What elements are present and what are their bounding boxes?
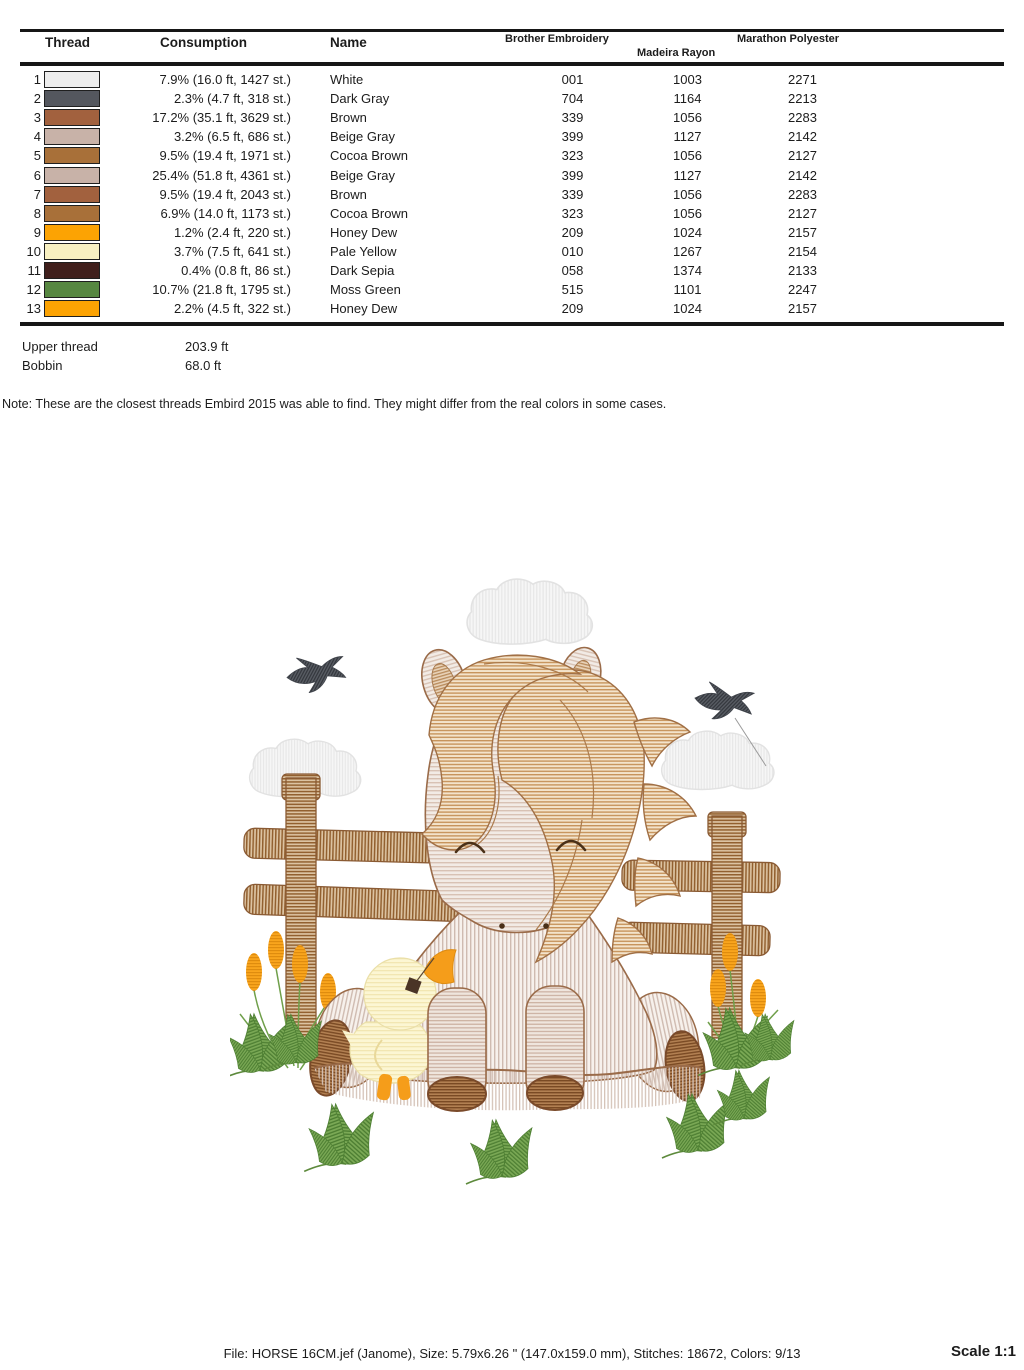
row-number: 6	[33, 167, 41, 183]
column-header-marathon-polyester: Marathon Polyester	[737, 33, 840, 45]
row-madeira-code: 1374	[673, 262, 702, 278]
row-name: Beige Gray	[330, 129, 396, 145]
thread-color-swatch	[44, 224, 100, 241]
thread-color-swatch	[44, 90, 100, 107]
column-header-consumption: Consumption	[160, 35, 247, 50]
row-number: 10	[26, 243, 41, 259]
row-consumption: 9.5% (19.4 ft, 2043 st.)	[159, 186, 291, 202]
row-marathon-code: 2127	[788, 205, 817, 221]
row-marathon-code: 2142	[788, 129, 817, 145]
column-header-brother-embroidery: Brother Embroidery	[505, 33, 609, 45]
upper-thread-label: Upper thread	[22, 339, 98, 354]
bobbin-value: 68.0 ft	[185, 358, 222, 373]
row-name: Pale Yellow	[330, 243, 397, 259]
row-name: White	[330, 72, 364, 88]
row-name: Beige Gray	[330, 167, 396, 183]
thread-color-swatch	[44, 147, 100, 164]
row-brother-code: 515	[561, 282, 584, 298]
row-madeira-code: 1056	[673, 148, 702, 164]
row-number: 8	[33, 205, 41, 221]
table-row	[20, 127, 1004, 146]
row-marathon-code: 2283	[788, 110, 817, 126]
row-brother-code: 323	[561, 148, 584, 164]
row-marathon-code: 2247	[788, 282, 817, 298]
row-name: Brown	[330, 110, 367, 126]
row-marathon-code: 2127	[788, 148, 817, 164]
row-consumption: 3.2% (6.5 ft, 686 st.)	[173, 129, 291, 145]
row-consumption: 10.7% (21.8 ft, 1795 st.)	[152, 282, 291, 298]
table-row	[20, 108, 1004, 127]
row-madeira-code: 1164	[673, 91, 702, 107]
row-brother-code: 209	[561, 301, 584, 317]
row-name: Dark Gray	[330, 91, 390, 107]
table-row	[20, 242, 1004, 261]
table-top-rule	[20, 29, 1004, 32]
row-madeira-code: 1127	[673, 129, 702, 145]
row-consumption: 6.9% (14.0 ft, 1173 st.)	[160, 205, 291, 221]
row-name: Brown	[330, 186, 367, 202]
table-row	[20, 165, 1004, 184]
row-number: 5	[33, 148, 41, 164]
row-number: 11	[27, 262, 41, 278]
column-header-thread: Thread	[45, 35, 91, 50]
row-brother-code: 339	[561, 186, 584, 202]
thread-color-swatch	[44, 300, 100, 317]
row-madeira-code: 1024	[673, 301, 702, 317]
header-rule	[20, 62, 1004, 66]
thread-color-swatch	[44, 205, 100, 222]
row-brother-code: 209	[561, 224, 584, 240]
table-bottom-rule	[20, 322, 1004, 326]
table-row	[20, 261, 1004, 280]
row-number: 1	[33, 72, 41, 88]
table-row	[20, 70, 1004, 89]
upper-thread-value: 203.9 ft	[185, 339, 229, 354]
row-number: 3	[33, 110, 41, 126]
row-brother-code: 323	[561, 205, 584, 221]
row-consumption: 17.2% (35.1 ft, 3629 st.)	[152, 110, 291, 126]
row-madeira-code: 1056	[673, 186, 702, 202]
row-consumption: 9.5% (19.4 ft, 1971 st.)	[159, 148, 291, 164]
thread-color-swatch	[44, 167, 100, 184]
row-consumption: 25.4% (51.8 ft, 4361 st.)	[152, 167, 291, 183]
thread-color-swatch	[44, 128, 100, 145]
row-consumption: 2.3% (4.7 ft, 318 st.)	[173, 91, 291, 107]
row-consumption: 7.9% (16.0 ft, 1427 st.)	[159, 72, 291, 88]
thread-color-swatch	[44, 281, 100, 298]
row-consumption: 3.7% (7.5 ft, 641 st.)	[173, 243, 291, 259]
thread-color-swatch	[44, 109, 100, 126]
note-text: Note: These are the closest threads Embird 2015 was able to find. They might differ from the real colors in some cases.	[2, 397, 667, 411]
row-name: Dark Sepia	[330, 262, 395, 278]
row-madeira-code: 1127	[673, 167, 702, 183]
row-marathon-code: 2283	[788, 186, 817, 202]
nostril	[499, 923, 505, 929]
row-number: 13	[26, 301, 41, 317]
thread-color-swatch	[44, 262, 100, 279]
row-madeira-code: 1056	[673, 110, 702, 126]
row-marathon-code: 2154	[788, 243, 817, 259]
row-brother-code: 399	[561, 167, 584, 183]
row-number: 12	[26, 282, 41, 298]
row-brother-code: 704	[561, 91, 584, 107]
row-marathon-code: 2133	[788, 262, 817, 278]
thread-table	[20, 70, 1004, 318]
row-marathon-code: 2213	[788, 91, 817, 107]
horse-illustration	[305, 643, 709, 1111]
row-number: 4	[33, 129, 41, 145]
row-madeira-code: 1056	[673, 205, 702, 221]
row-number: 2	[33, 91, 41, 107]
table-row	[20, 223, 1004, 242]
front-hoof-right	[527, 1076, 583, 1110]
embroidery-design-preview	[230, 570, 800, 1190]
thread-color-swatch	[44, 71, 100, 88]
row-brother-code: 010	[561, 243, 584, 259]
row-name: Honey Dew	[330, 301, 398, 317]
row-name: Cocoa Brown	[330, 205, 409, 221]
row-madeira-code: 1003	[673, 72, 702, 88]
front-hoof-left	[428, 1077, 486, 1111]
table-row	[20, 146, 1004, 165]
table-row	[20, 89, 1004, 108]
row-consumption: 0.4% (0.8 ft, 86 st.)	[181, 262, 291, 278]
table-row	[20, 204, 1004, 223]
table-row	[20, 280, 1004, 299]
row-name: Cocoa Brown	[330, 148, 409, 164]
row-brother-code: 399	[561, 129, 584, 145]
row-consumption: 2.2% (4.5 ft, 322 st.)	[173, 301, 291, 317]
column-header-madeira-rayon: Madeira Rayon	[637, 47, 716, 59]
row-marathon-code: 2271	[788, 72, 817, 88]
table-row	[20, 299, 1004, 318]
row-brother-code: 339	[561, 110, 584, 126]
thread-color-swatch	[44, 186, 100, 203]
row-madeira-code: 1024	[673, 224, 702, 240]
row-number: 7	[33, 186, 41, 202]
nostril	[543, 923, 549, 929]
row-marathon-code: 2157	[788, 224, 817, 240]
row-marathon-code: 2157	[788, 301, 817, 317]
row-brother-code: 001	[561, 72, 584, 88]
table-row	[20, 185, 1004, 204]
column-header-name: Name	[330, 35, 367, 50]
row-consumption: 1.2% (2.4 ft, 220 st.)	[173, 224, 291, 240]
scale-label: Scale 1:1	[950, 1343, 1016, 1360]
row-name: Honey Dew	[330, 224, 398, 240]
bobbin-label: Bobbin	[22, 358, 63, 373]
row-marathon-code: 2142	[788, 167, 817, 183]
row-madeira-code: 1101	[673, 282, 702, 298]
file-info-text: File: HORSE 16CM.jef (Janome), Size: 5.79x6.26 " (147.0x159.0 mm), Stitches: 18672, Colors: 9/13	[223, 1346, 801, 1361]
row-brother-code: 058	[561, 262, 584, 278]
row-number: 9	[33, 224, 41, 240]
row-madeira-code: 1267	[673, 243, 702, 259]
thread-color-swatch	[44, 243, 100, 260]
row-name: Moss Green	[330, 282, 401, 298]
